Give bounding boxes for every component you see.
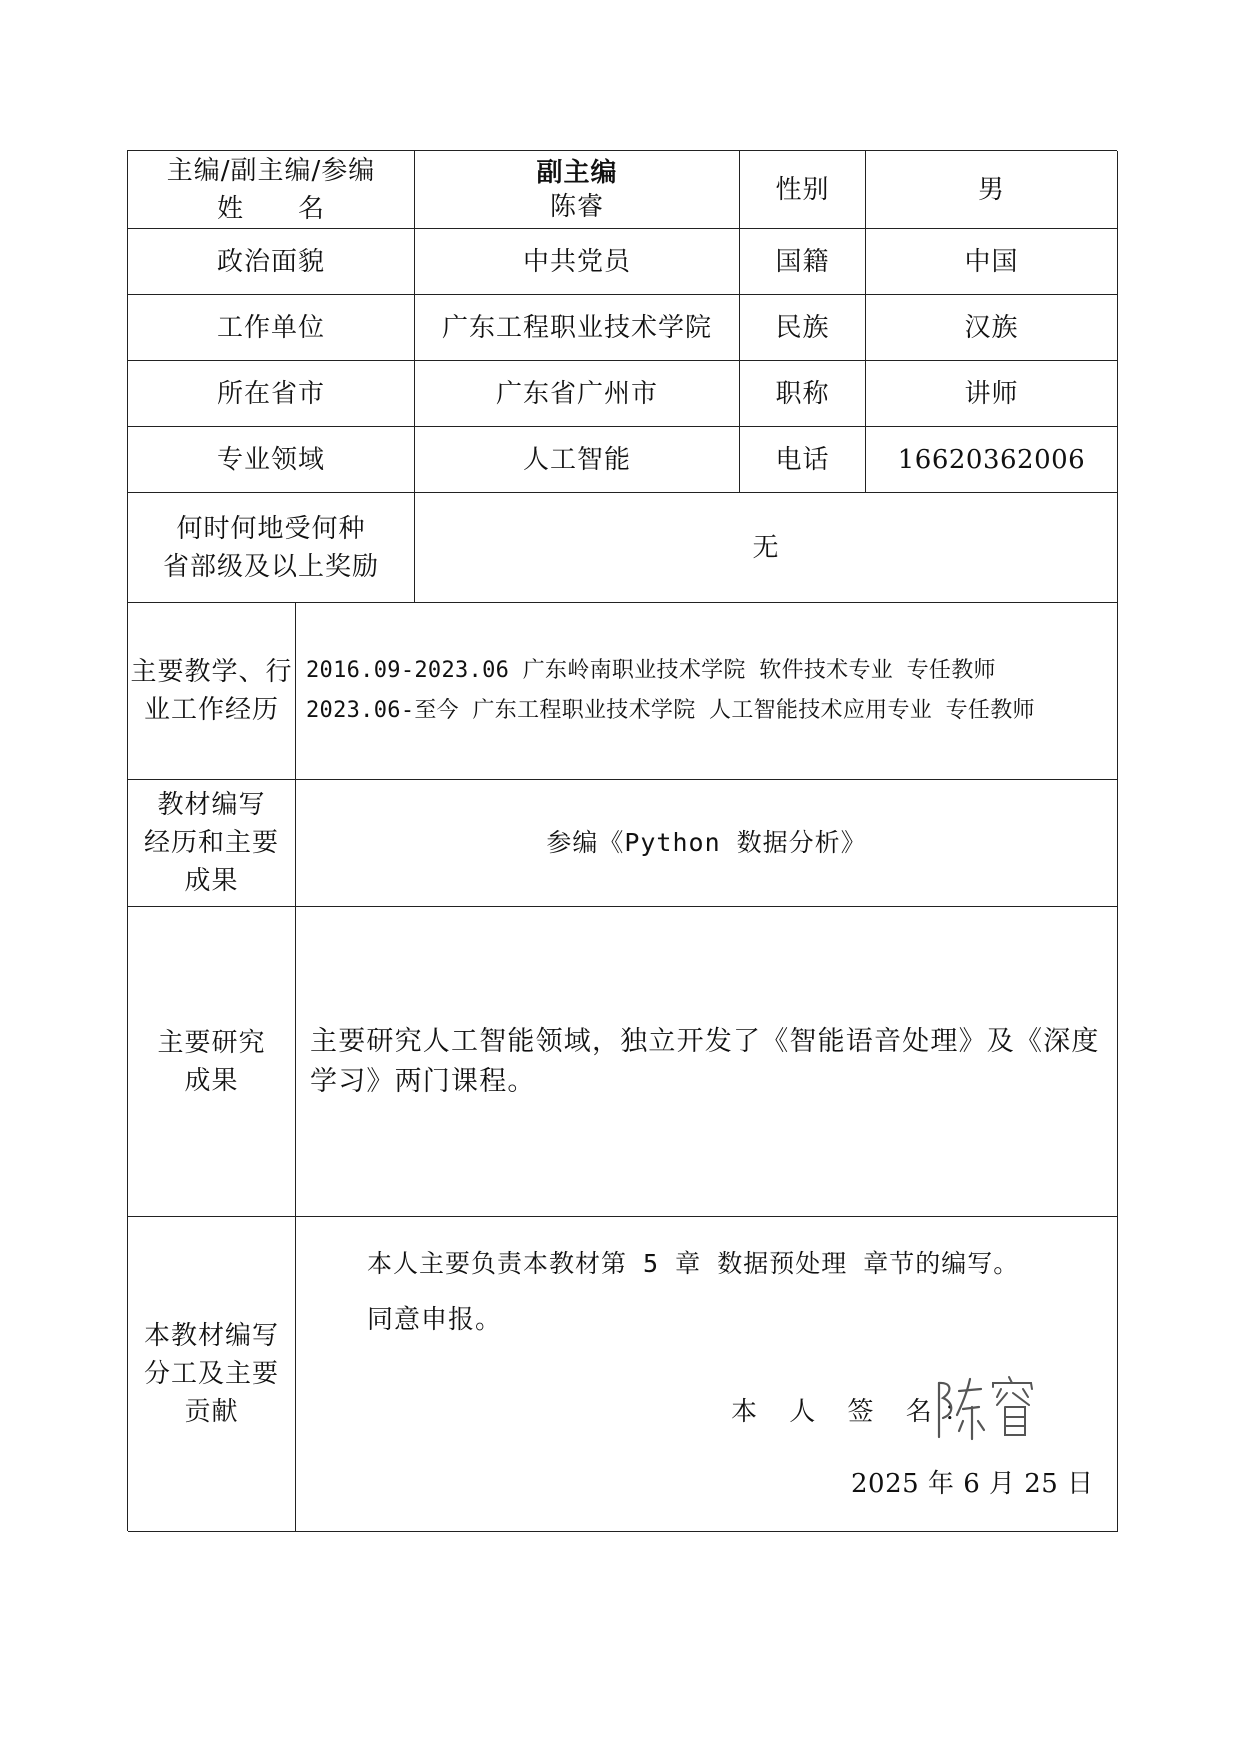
phone-label-cell [740, 427, 866, 493]
experience-label-line1: 主要教学、行 [130, 657, 293, 687]
awards-value-cell [415, 493, 1118, 603]
handwritten-signature [933, 1373, 1045, 1445]
experience-label-cell [128, 603, 296, 780]
field-value: 人工智能 [522, 444, 631, 475]
political-label-cell [128, 229, 415, 295]
field-label-cell [128, 427, 415, 493]
author-info-table [127, 150, 1117, 1531]
experience-item: 2016.09-2023.06 广东岭南职业技术学院 软件技术专业 专任教师 [306, 658, 996, 683]
gender-value-cell [866, 151, 1118, 229]
ethnicity-label-cell [740, 295, 866, 361]
research-label-cell [128, 907, 296, 1217]
signature-label: 本 人 签 名： [731, 1397, 982, 1427]
nationality-label-cell [740, 229, 866, 295]
experience-value-cell [296, 603, 1118, 780]
experience-label-line2: 业工作经历 [143, 695, 279, 725]
name-value: 陈睿 [549, 191, 604, 222]
nationality-label: 国籍 [775, 246, 830, 277]
ethnicity-label: 民族 [775, 312, 830, 343]
ethnicity-value-cell [866, 295, 1118, 361]
political-label: 政治面貌 [216, 246, 325, 277]
nationality-value: 中国 [964, 246, 1019, 277]
employer-value: 广东工程职业技术学院 [441, 312, 712, 343]
field-label: 专业领域 [216, 444, 325, 475]
research-value-cell [296, 907, 1118, 1217]
textbook-label-line3: 成果 [184, 866, 239, 896]
contribution-label-line3: 贡献 [184, 1397, 239, 1427]
gender-label: 性别 [775, 174, 830, 205]
awards-label-cell [128, 493, 415, 603]
phone-value-cell [866, 427, 1118, 493]
location-value-cell [415, 361, 740, 427]
contribution-label-cell [128, 1217, 296, 1532]
phone-value: 16620362006 [897, 444, 1086, 475]
location-label: 所在省市 [216, 378, 325, 409]
role-name-value-cell [415, 151, 740, 229]
ethnicity-value: 汉族 [964, 312, 1019, 343]
contribution-label-line2: 分工及主要 [143, 1359, 279, 1389]
name-label: 姓 名 [216, 193, 325, 224]
awards-value: 无 [752, 532, 780, 563]
research-label-line2: 成果 [184, 1065, 239, 1096]
field-value-cell [415, 427, 740, 493]
location-label-cell [128, 361, 415, 427]
gender-value: 男 [977, 174, 1005, 205]
textbook-label-line1: 教材编写 [157, 790, 266, 820]
awards-label-line1: 何时何地受何种 [176, 513, 366, 544]
textbook-value-cell [296, 780, 1118, 907]
political-value-cell [415, 229, 740, 295]
role-name-label-cell [128, 151, 415, 229]
textbook-label-cell [128, 780, 296, 907]
employer-value-cell [415, 295, 740, 361]
political-value: 中共党员 [522, 246, 631, 277]
nationality-value-cell [866, 229, 1118, 295]
employer-label: 工作单位 [216, 312, 325, 343]
date-text: 2025 年 6 月 25 日 [851, 1469, 1094, 1499]
research-value: 主要研究人工智能领域，独立开发了《智能语音处理》及《深度学习》两门课程。 [310, 1025, 1100, 1097]
research-label-line1: 主要研究 [157, 1027, 266, 1058]
textbook-label-line2: 经历和主要 [143, 828, 279, 858]
agree-text: 同意申报。 [367, 1305, 503, 1335]
title-label: 职称 [775, 378, 830, 409]
textbook-value: 参编《Python 数据分析》 [546, 828, 867, 857]
contribution-value-cell [296, 1217, 1118, 1532]
location-value: 广东省广州市 [495, 378, 658, 409]
contribution-label-line1: 本教材编写 [143, 1321, 279, 1351]
title-label-cell [740, 361, 866, 427]
title-value-cell [866, 361, 1118, 427]
experience-item: 2023.06-至今 广东工程职业技术学院 人工智能技术应用专业 专任教师 [306, 698, 1035, 723]
duty-text: 本人主要负责本教材第 5 章 数据预处理 章节的编写。 [367, 1249, 1020, 1278]
role-label: 主编/副主编/参编 [166, 155, 376, 186]
employer-label-cell [128, 295, 415, 361]
gender-label-cell [740, 151, 866, 229]
role-value: 副主编 [536, 157, 618, 188]
phone-label: 电话 [775, 444, 830, 475]
awards-label-line2: 省部级及以上奖励 [162, 551, 379, 582]
title-value: 讲师 [964, 378, 1019, 409]
